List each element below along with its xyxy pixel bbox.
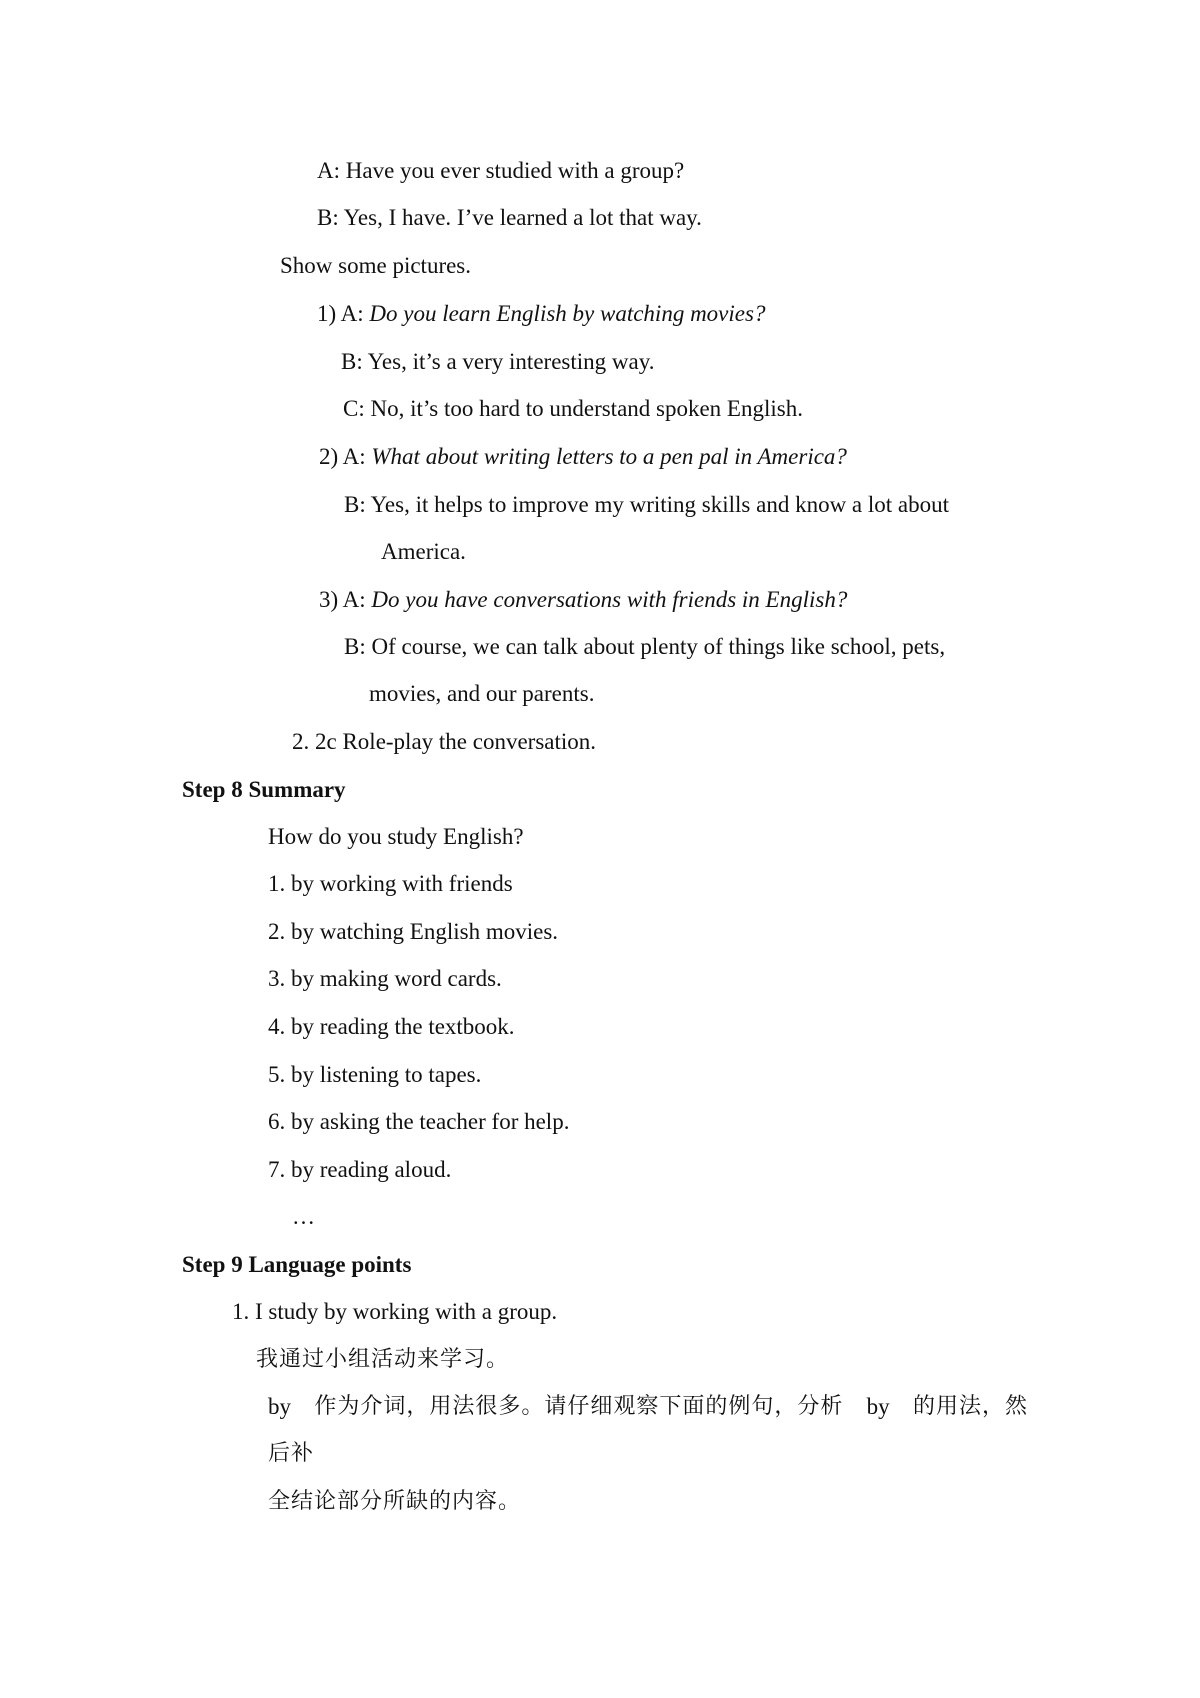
list-item: 1. by working with friends xyxy=(268,871,513,896)
picture-2-answer-b-line2: America. xyxy=(381,539,466,564)
dialogue-a-line: A: Have you ever studied with a group? xyxy=(317,158,685,183)
picture-3-number: 3) A: xyxy=(319,587,372,612)
picture-1-question-line xyxy=(317,299,765,329)
picture-1-question: Do you learn English by watching movies? xyxy=(369,301,766,326)
note-part: 作为介词，用法很多。请仔细观察下面的例句，分析 xyxy=(314,1394,844,1419)
picture-1-answer-c: C: No, it’s too hard to understand spoken English. xyxy=(343,396,803,421)
step9-note-line1 xyxy=(268,1392,1028,1422)
note-part: by xyxy=(268,1394,291,1419)
step8-ellipsis: … xyxy=(292,1204,315,1229)
note-part: by xyxy=(866,1394,890,1419)
step9-note-line3: 全结论部分所缺的内容。 xyxy=(268,1489,522,1514)
step8-heading: Step 8 Summary xyxy=(182,777,346,802)
picture-2-question: What about writing letters to a pen pal in America? xyxy=(371,444,847,469)
note-part: 的用法，然 xyxy=(912,1394,1028,1419)
list-item: 7. by reading aloud. xyxy=(268,1157,452,1182)
picture-3-answer-b-line1: B: Of course, we can talk about plenty of things like school, pets, xyxy=(344,634,946,659)
list-item: 6. by asking the teacher for help. xyxy=(268,1109,570,1134)
roleplay-instruction: 2. 2c Role-play the conversation. xyxy=(292,729,597,754)
step9-point-1: 1. I study by working with a group. xyxy=(232,1299,558,1324)
step9-heading: Step 9 Language points xyxy=(182,1252,412,1277)
step9-note-line2: 后补 xyxy=(268,1441,315,1466)
picture-1-answer-b: B: Yes, it’s a very interesting way. xyxy=(341,349,655,374)
picture-3-question: Do you have conversations with friends in English? xyxy=(371,587,848,612)
step9-translation: 我通过小组活动来学习。 xyxy=(256,1347,510,1372)
picture-3-answer-b-line2: movies, and our parents. xyxy=(369,681,595,706)
step8-question: How do you study English? xyxy=(268,824,524,849)
picture-2-question-line xyxy=(319,442,847,472)
list-item: 4. by reading the textbook. xyxy=(268,1014,515,1039)
list-item: 3. by making word cards. xyxy=(268,966,502,991)
list-item: 2. by watching English movies. xyxy=(268,919,559,944)
picture-2-answer-b-line1: B: Yes, it helps to improve my writing skills and know a lot about xyxy=(344,492,950,517)
picture-2-number: 2) A: xyxy=(319,444,372,469)
picture-3-question-line xyxy=(319,585,847,615)
picture-1-number: 1) A: xyxy=(317,301,370,326)
show-pictures-text: Show some pictures. xyxy=(280,253,472,278)
dialogue-b-line: B: Yes, I have. I’ve learned a lot that way. xyxy=(317,205,702,230)
list-item: 5. by listening to tapes. xyxy=(268,1062,482,1087)
